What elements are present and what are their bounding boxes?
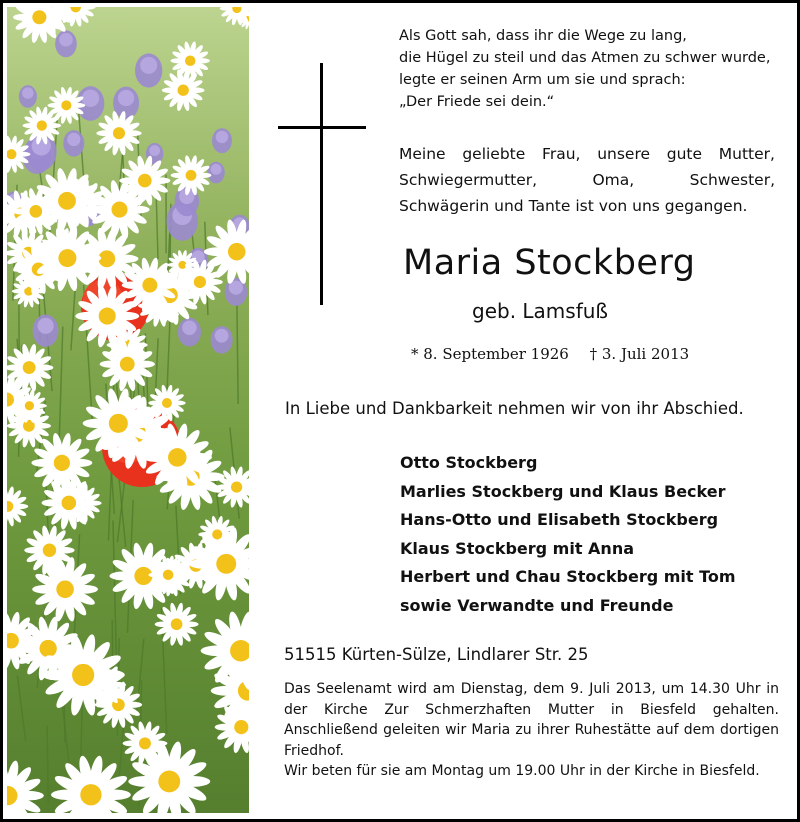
family-member: sowie Verwandte und Freunde <box>400 595 674 615</box>
cross-icon-bar <box>278 126 366 129</box>
cross-icon <box>320 63 323 305</box>
poem-line: legte er seinen Arm um sie und sprach: <box>399 72 686 88</box>
service-details <box>284 679 779 782</box>
intro-word: geliebte <box>462 145 526 163</box>
farewell-text: In Liebe und Dankbarkeit nehmen wir von ihr Abschied. <box>285 399 744 418</box>
poem-line: „Der Friede sei dein.“ <box>399 94 555 110</box>
intro-text <box>399 141 775 219</box>
intro-word: Oma, <box>592 171 635 189</box>
life-dates <box>411 345 705 363</box>
intro-line: Schwägerin und Tante ist von uns gegangen. <box>399 197 748 215</box>
intro-word: Schwiegermutter, <box>399 171 538 189</box>
address: 51515 Kürten-Sülze, Lindlarer Str. 25 <box>284 645 589 664</box>
service-paragraph: Das Seelenamt wird am Dienstag, dem 9. Juli 2013, um 14.30 Uhr in der Kirche Zur Schmerzhaften Mutter in Biesfeld gehalten. Anschließend geleiten wir Maria zu ihrer Ruhestätte auf dem dortigen Friedhof. <box>284 681 779 759</box>
family-member: Marlies Stockberg und Klaus Becker <box>400 481 726 501</box>
family-member: Herbert und Chau Stockberg mit Tom <box>400 567 736 587</box>
intro-word: gute <box>666 145 703 163</box>
intro-line <box>399 167 775 193</box>
death-date: † 3. Juli 2013 <box>589 345 690 363</box>
service-paragraph: Wir beten für sie am Montag um 19.00 Uhr in der Kirche in Biesfeld. <box>284 763 760 779</box>
family-list <box>400 449 736 621</box>
intro-word: Mutter, <box>718 145 775 163</box>
intro-word: unsere <box>597 145 651 163</box>
birth-name: geb. Lamsfuß <box>472 299 609 323</box>
intro-word: Meine <box>399 145 446 163</box>
obituary-text <box>3 3 797 819</box>
intro-word: Frau, <box>542 145 581 163</box>
intro-word: Schwester, <box>689 171 775 189</box>
family-member: Otto Stockberg <box>400 453 538 472</box>
intro-line <box>399 141 775 167</box>
poem <box>399 25 779 113</box>
family-member: Hans-Otto und Elisabeth Stockberg <box>400 510 719 530</box>
deceased-name: Maria Stockberg <box>403 243 696 283</box>
family-member: Klaus Stockberg mit Anna <box>400 538 635 558</box>
birth-date: * 8. September 1926 <box>411 345 569 363</box>
poem-line: Als Gott sah, dass ihr die Wege zu lang, <box>399 28 687 44</box>
poem-line: die Hügel zu steil und das Atmen zu schwer wurde, <box>399 50 771 66</box>
